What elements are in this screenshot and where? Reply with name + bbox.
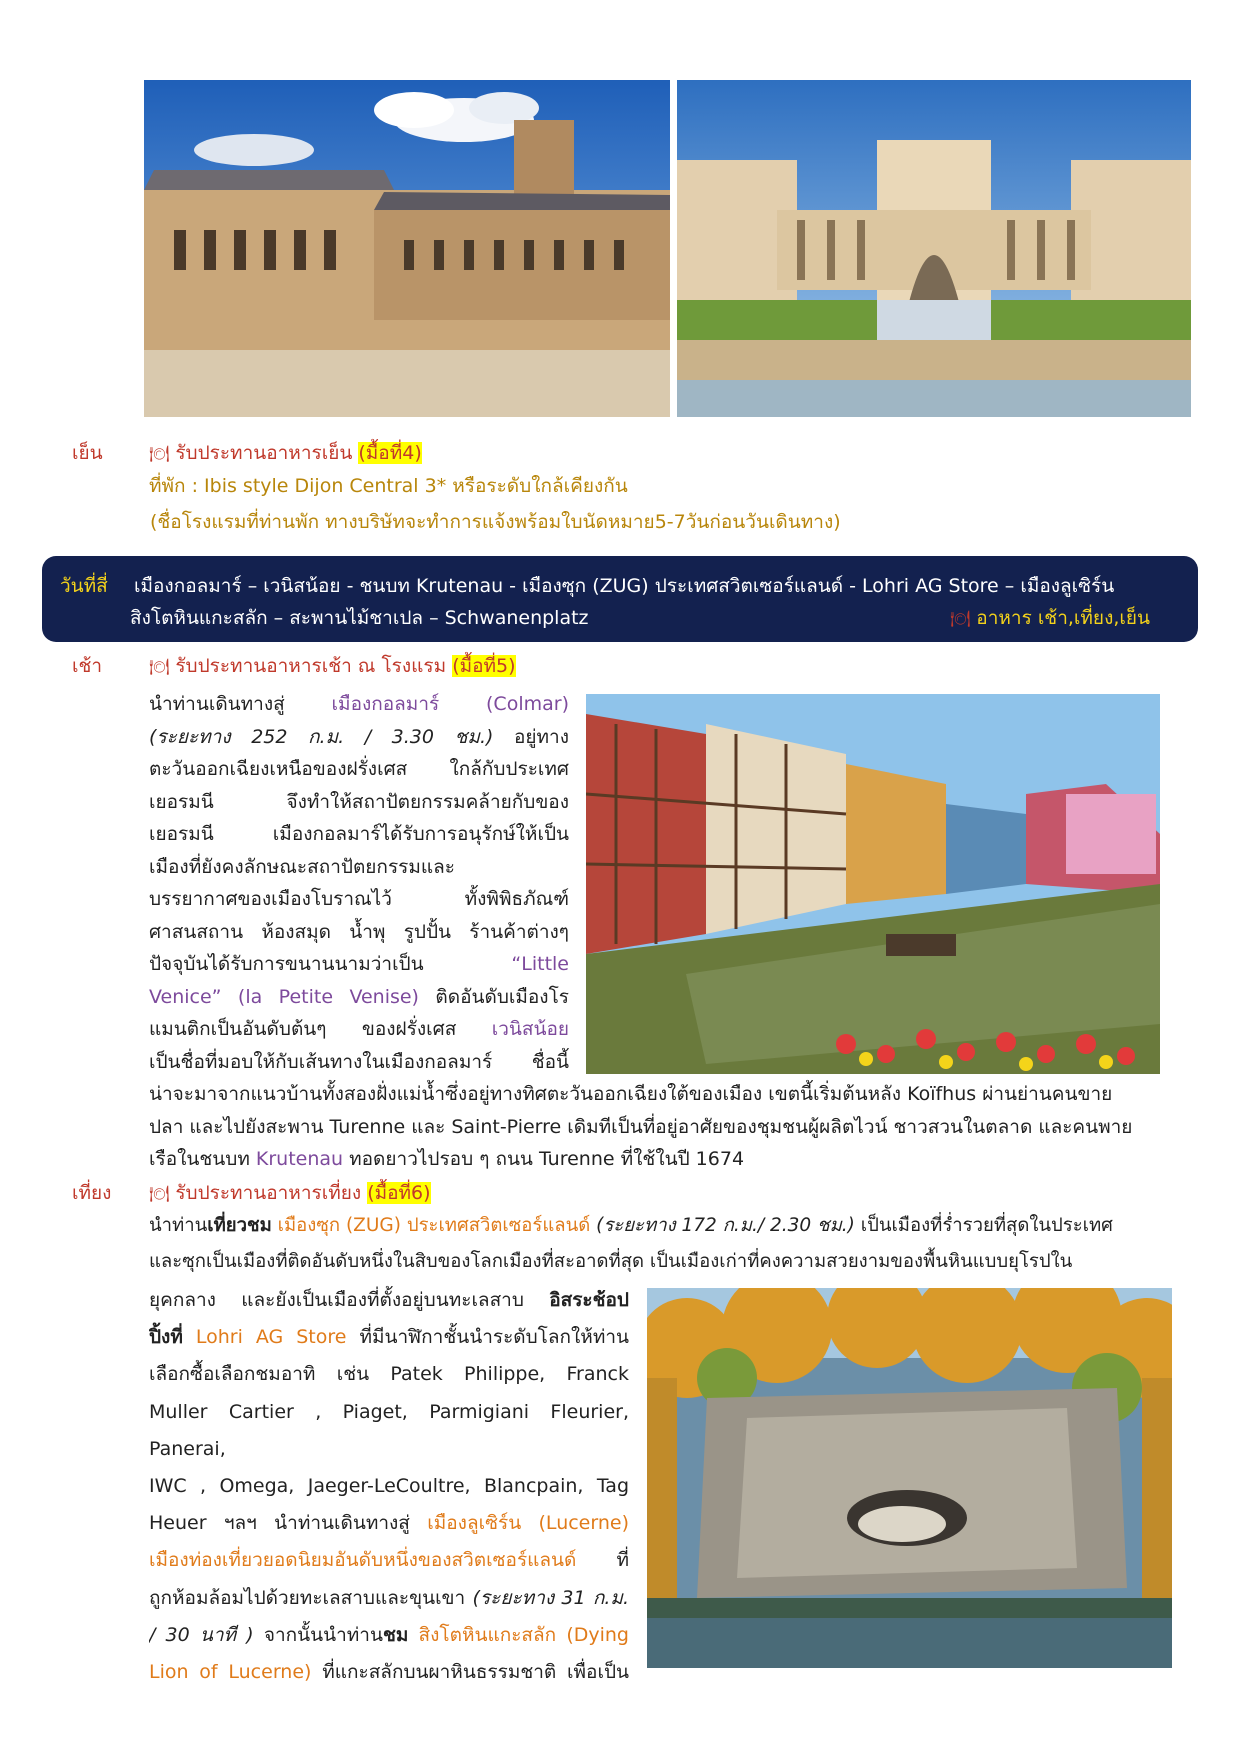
marseille-palais-longchamp-photo [677, 80, 1191, 417]
text-span: จากนั้นนำท่าน [253, 1623, 383, 1646]
text-line [149, 1654, 629, 1691]
day4-label: วันที่สี่ [60, 575, 108, 597]
text-line [149, 1580, 629, 1617]
text-line: ตะวันออกเฉียงเหนือของฝรั่งเศส ใกล้กับประเทศ [149, 758, 569, 780]
text-span: ยุคกลาง และยังเป็นเมืองที่ตั้งอยู่บนทะเลสาบ [149, 1289, 550, 1311]
noon-label: เที่ยง [72, 1182, 112, 1204]
text-line: เยอรมนี เมืองกอลมาร์ได้รับการอนุรักษ์ให้เป็น [149, 823, 569, 845]
distance-text: (ระยะทาง 252 ก.ม. / 3.30 ชม.) [149, 725, 494, 748]
text-span: เรือในชนบท [149, 1148, 256, 1170]
plate-utensils-icon: 🍽 [149, 657, 170, 676]
plate-utensils-icon: 🍽 [949, 609, 971, 628]
text-span [408, 1624, 418, 1646]
text-span: แมนติกเป็นอันดับต้นๆ ของฝรั่งเศส [149, 1018, 492, 1040]
text-line: ศาสนสถาน ห้องสมุด น้ำพุ รูปปั้น ร้านค้าต่างๆ [149, 920, 569, 943]
colmar-canal-photo [586, 694, 1160, 1074]
text-line [149, 1143, 1169, 1176]
lohri-store-text: Lohri AG Store [182, 1326, 347, 1349]
evening-hotel-note: (ชื่อโรงแรมที่ท่านพัก ทางบริษัทจะทำการแจ้งพร้อมใบนัดหมาย5-7วันก่อนวันเดินทาง) [150, 511, 841, 533]
text-line [149, 721, 569, 754]
zug-paragraph [149, 1208, 1169, 1280]
plate-utensils-icon: 🍽 [149, 444, 170, 463]
bold-text: เที่ยวชม [207, 1215, 272, 1236]
text-span: อยู่ทาง [493, 725, 569, 748]
text-line: เป็นชื่อที่มอบให้กับเส้นทางในเมืองกอลมาร์ ชื่อนี้ [149, 1050, 569, 1073]
colmar-paragraph [149, 688, 569, 1078]
krutenau-text: Krutenau [255, 1148, 344, 1170]
lion-monument-photo [647, 1288, 1172, 1668]
text-line: น่าจะมาจากแนวบ้านทั้งสองฝั่งแม่น้ำซึ่งอยู่ทางทิศตะวันออกเฉียงใต้ของเมือง เขตนี้เริ่มต้นหลัง Koïfhus ผ่านย่านคนขาย [149, 1083, 1113, 1105]
morning-meal-line [149, 651, 516, 681]
text-span: ทอดยาวไปรอบ ๆ ถนน Turenne ที่ใช้ในปี 1674 [343, 1148, 745, 1170]
morning-meal-badge: (มื้อที่5) [452, 655, 516, 677]
text-line [149, 1617, 629, 1654]
text-span: เป็นเมืองที่ร่ำรวยที่สุดในประเทศ [854, 1215, 1113, 1236]
text-span: ถูกห้อมล้อมไปด้วยทะเลสาบและขุนเขา [149, 1586, 473, 1609]
evening-meal-badge: (มื้อที่4) [358, 442, 422, 464]
bold-text: อิสระช้อป [549, 1289, 629, 1311]
text-span: ปัจจุบันได้รับการขนานนามว่าเป็น [149, 953, 512, 975]
text-span: นำท่าน [149, 1215, 208, 1236]
day4-meals-text: อาหาร เช้า,เที่ยง,เย็น [976, 607, 1150, 629]
colmar-link-text: เมืองกอลมาร์ (Colmar) [331, 693, 569, 715]
text-line: เลือกซื้อเลือกชมอาทิ เช่น Patek Philippe, Franck [149, 1363, 629, 1386]
distance-text: (ระยะทาง 172 ก.ม./ 2.30 ชม.) [590, 1215, 855, 1236]
little-venice-text: “Little [511, 953, 569, 975]
day4-route-line1: เมืองกอลมาร์ – เวนิสน้อย - ชนบท Krutenau - เมืองซุก (ZUG) ประเทศสวิตเซอร์แลนด์ - Lohri AG Store – เมืองลูเซิร์น [134, 575, 1115, 597]
bold-text: ปิ้งที่ [149, 1326, 183, 1349]
text-line: เมืองที่ยังคงลักษณะสถาปัตยกรรมและ [149, 855, 455, 878]
text-line: IWC , Omega, Jaeger-LeCoultre, Blancpain, Tag [149, 1475, 629, 1498]
evening-hotel-line: ที่พัก : Ibis style Dijon Central 3* หรือระดับใกล้เคียงกัน [149, 475, 628, 497]
text-line: ปลา และไปยังสะพาน Turenne และ Saint-Pierre เดิมทีเป็นที่อยู่อาศัยของชุมชนผู้ผลิตไวน์ ชาวสวนในตลาด และคนพาย [149, 1115, 1133, 1138]
evening-meal-text: รับประทานอาหารเย็น [175, 442, 353, 464]
zug-link-text: เมืองซุก (ZUG) ประเทศสวิตเซอร์แลนด์ [277, 1215, 591, 1236]
dying-lion-text: Lion of Lucerne) [149, 1661, 312, 1684]
day4-meals [950, 603, 1150, 633]
text-span: นำท่านเดินทางสู่ [149, 693, 332, 715]
text-line [149, 981, 569, 1014]
lucerne-link-text: เมืองลูเซิร์น (Lucerne) [427, 1512, 629, 1535]
colmar-paragraph-continued [149, 1078, 1169, 1176]
text-line [149, 1542, 629, 1579]
text-line [149, 1208, 1169, 1244]
dying-lion-text: สิงโตหินแกะสลัก (Dying [418, 1623, 629, 1646]
text-span: ที่แกะสลักบนผาหินธรรมชาติ เพื่อเป็น [311, 1661, 629, 1684]
text-line: Muller Cartier , Piaget, Parmigiani Fleurier, Panerai, [149, 1400, 629, 1460]
bold-text: ชม [382, 1623, 409, 1646]
text-line: และซุกเป็นเมืองที่ติดอันดับหนึ่งในสิบของโลกเมืองที่สะอาดที่สุด เป็นเมืองเก่าที่คงความสวยงามของพื้นหินแบบยุโรปใน [149, 1251, 1073, 1272]
text-line: บรรยากาศของเมืองโบราณไว้ ทั้งพิพิธภัณฑ์ [149, 888, 569, 910]
distance-text: (ระยะทาง 31 ก.ม. [472, 1586, 629, 1609]
evening-meal-line [149, 438, 422, 468]
text-line [149, 688, 569, 721]
evening-label: เย็น [72, 442, 103, 464]
text-line [149, 948, 569, 981]
text-line: เยอรมนี จึงทำให้สถาปัตยกรรมคล้ายกับของ [149, 790, 569, 813]
text-line [149, 1013, 569, 1046]
text-span: Heuer ฯลฯ นำท่านเดินทางสู่ [149, 1512, 428, 1535]
dijon-palace-photo [144, 80, 670, 417]
morning-meal-text: รับประทานอาหารเช้า ณ โรงแรม [175, 655, 447, 677]
distance-text: / 30 นาที ) [149, 1623, 254, 1646]
noon-meal-badge: (มื้อที่6) [367, 1182, 431, 1204]
text-span: ติดอันดับเมืองโร [418, 985, 569, 1008]
day4-route-line2: สิงโตหินแกะสลัก – สะพานไม้ชาเปล – Schwanenplatz [130, 607, 589, 629]
lucerne-paragraph [149, 1282, 629, 1691]
plate-utensils-icon: 🍽 [149, 1184, 170, 1203]
noon-meal-line [149, 1178, 431, 1208]
lucerne-desc-text: เมืองท่องเที่ยวยอดนิยมอันดับหนึ่งของสวิตเซอร์แลนด์ [149, 1549, 577, 1572]
text-span: ที่ [576, 1549, 629, 1572]
text-span: ที่มีนาฬิกาชั้นนำระดับโลกให้ท่าน [346, 1326, 629, 1349]
noon-meal-text: รับประทานอาหารเที่ยง [175, 1182, 362, 1204]
text-line [149, 1319, 629, 1356]
venice-small-text: เวนิสน้อย [491, 1018, 569, 1040]
text-line [149, 1282, 629, 1319]
text-line [149, 1505, 629, 1542]
day4-banner [42, 556, 1198, 642]
morning-label: เช้า [72, 655, 103, 677]
little-venice-text: Venice” (la Petite Venise) [149, 985, 419, 1008]
